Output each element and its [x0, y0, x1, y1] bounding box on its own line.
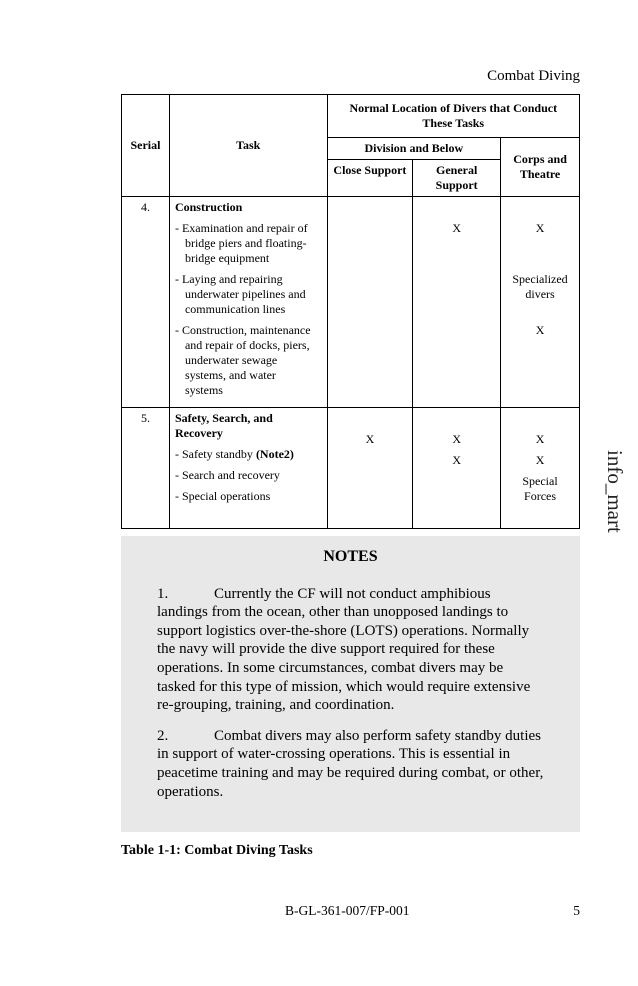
corps-text: divers [525, 287, 555, 301]
task-text: communication lines [184, 302, 286, 316]
corps-theatre-value [506, 432, 574, 447]
corps-text: X [535, 432, 545, 446]
header-corps-and-theatre: Corps and Theatre [501, 138, 580, 197]
close-support-value [333, 221, 408, 266]
task-text: underwater sewage [184, 353, 278, 367]
header-close-support: Close Support [327, 160, 413, 197]
task-text: systems, and water [184, 368, 276, 382]
general-support-value [418, 272, 495, 317]
serial-cell: 5. [122, 408, 170, 529]
general-support-value [418, 474, 495, 504]
header-task: Task [169, 95, 327, 197]
task-text: bridge equipment [184, 251, 270, 265]
corps-text: X [535, 221, 545, 235]
general-support-cell [413, 408, 501, 529]
close-support-value [333, 272, 408, 317]
corps-text: Forces [524, 489, 557, 503]
task-text: - Examination and repair of [174, 221, 308, 235]
task-text: and repair of docks, piers, [184, 338, 310, 352]
corps-text: Special [522, 474, 558, 488]
task-item [175, 468, 322, 483]
task-text: - Safety standby [174, 447, 253, 461]
task-text: - Laying and repairing [174, 272, 283, 286]
serial-cell: 4. [122, 197, 170, 408]
task-item [175, 272, 322, 317]
note-1 [157, 585, 544, 715]
table-row [122, 197, 580, 408]
note-number: 1. [157, 585, 169, 602]
corps-text: X [535, 453, 545, 467]
task-heading: Safety, Search, and Recovery [174, 411, 273, 440]
task-heading: Construction [174, 200, 243, 214]
close-support-value: X [365, 432, 375, 446]
table-row [122, 408, 580, 529]
header-serial: Serial [122, 95, 170, 197]
task-text: systems [184, 383, 223, 397]
corps-theatre-value [506, 221, 574, 266]
combat-diving-tasks-table [121, 94, 580, 529]
corps-theatre-cell [501, 197, 580, 408]
general-support-value: X [452, 432, 462, 446]
close-support-cell [327, 197, 413, 408]
corps-text: X [535, 323, 545, 337]
task-cell [169, 197, 327, 408]
table-caption: Table 1-1: Combat Diving Tasks [121, 843, 313, 858]
header-location-group: Normal Location of Divers that Conduct These Tasks [327, 95, 579, 138]
note-text: Currently the CF will not conduct amphibious landings from the ocean, other than unopposed landings to support logistics over-the-shore (LOTS) operations. Normally the navy will provide the dive support required for these operations. In some circumstances, combat divers may be tasked for this type of mission, which would require extensive re-grouping, training, and coordination. [157, 585, 531, 714]
general-support-value: X [452, 221, 462, 235]
document-id: B-GL-361-007/FP-001 [285, 903, 410, 918]
note-reference: (Note2) [255, 447, 294, 461]
corps-theatre-value [506, 323, 574, 398]
task-text: - Special operations [174, 489, 271, 503]
corps-text: Specialized [512, 272, 568, 286]
corps-theatre-value [506, 453, 574, 468]
task-text: underwater pipelines and [184, 287, 306, 301]
task-text [175, 447, 322, 462]
task-item [175, 221, 322, 266]
task-item [175, 447, 322, 462]
close-support-cell [327, 408, 413, 529]
general-support-value [418, 323, 495, 398]
general-support-cell [413, 197, 501, 408]
task-text: - Construction, maintenance [174, 323, 311, 337]
corps-theatre-value [506, 474, 574, 504]
close-support-value [333, 323, 408, 398]
task-item [175, 323, 322, 398]
note-2 [157, 727, 544, 801]
header-division-and-below: Division and Below [327, 138, 501, 160]
running-header: Combat Diving [487, 68, 580, 84]
notes-box [121, 536, 580, 832]
note-text: Combat divers may also perform safety standby duties in support of water-crossing operations. This is essential in peacetime training and may be required during combat, or other, operations. [157, 727, 544, 800]
task-cell [169, 408, 327, 529]
corps-theatre-value [506, 272, 574, 317]
header-general-support: General Support [413, 160, 501, 197]
close-support-value [333, 453, 408, 468]
watermark: info_mart [603, 450, 627, 533]
page-number: 5 [573, 903, 580, 918]
task-item [175, 489, 322, 519]
close-support-value [333, 474, 408, 504]
task-text: bridge piers and floating- [184, 236, 307, 250]
note-number: 2. [157, 727, 169, 744]
notes-title: NOTES [323, 548, 378, 565]
general-support-value: X [452, 453, 462, 467]
task-text: - Search and recovery [174, 468, 280, 482]
corps-theatre-cell [501, 408, 580, 529]
